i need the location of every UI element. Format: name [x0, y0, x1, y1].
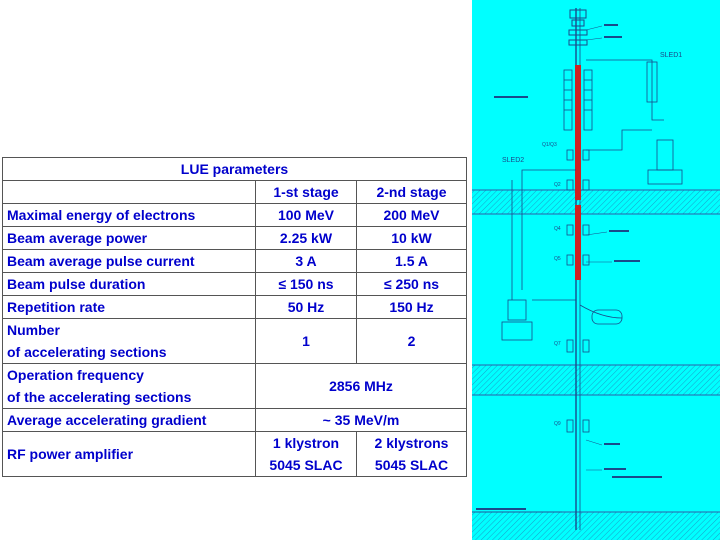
- table-row: [3, 273, 467, 296]
- stage-2-value: [357, 432, 467, 477]
- stage-2-value: 150 Hz: [357, 296, 467, 319]
- stage-1-value: 100 MeV: [256, 204, 357, 227]
- row-label-line: of accelerating sections: [7, 344, 167, 360]
- row-label: Maximal energy of electrons: [3, 204, 256, 227]
- stage-header-row: [3, 181, 467, 204]
- row-label-line: Operation frequency: [7, 367, 144, 383]
- stage-2-value: ≤ 250 ns: [357, 273, 467, 296]
- accelerator-schematic: [472, 0, 720, 540]
- value-line: 2 klystrons: [374, 435, 449, 451]
- q-label: Q9: [554, 421, 561, 427]
- shared-value: ~ 35 MeV/m: [256, 409, 467, 432]
- q-label: Q1/Q3: [542, 142, 557, 148]
- row-label: [3, 319, 256, 364]
- table-row: [3, 432, 467, 477]
- stage-1-value: [256, 432, 357, 477]
- q-label: Q4: [554, 226, 561, 232]
- stage-2-value: 10 kW: [357, 227, 467, 250]
- q-label: Q2: [554, 182, 561, 188]
- sled1-label: SLED1: [660, 52, 683, 59]
- stage-2-value: 2: [357, 319, 467, 364]
- table-row: [3, 227, 467, 250]
- q-label: Q5: [554, 256, 561, 262]
- table-row: [3, 296, 467, 319]
- table-row: [3, 364, 467, 409]
- stage-2-header: 2-nd stage: [357, 181, 467, 204]
- accelerating-section: [575, 65, 581, 200]
- floor-slab: [472, 365, 720, 395]
- accelerating-section: [575, 205, 581, 280]
- table-row: [3, 250, 467, 273]
- stage-1-value: 50 Hz: [256, 296, 357, 319]
- row-label: Repetition rate: [3, 296, 256, 319]
- schematic-drawing: [472, 0, 720, 540]
- value-line: 1 klystron: [272, 435, 340, 451]
- table-row: [3, 204, 467, 227]
- row-label: Beam pulse duration: [3, 273, 256, 296]
- row-label-line: Number: [7, 322, 60, 338]
- stage-1-value: ≤ 150 ns: [256, 273, 357, 296]
- sled2-label: SLED2: [502, 157, 525, 164]
- row-label: Beam average pulse current: [3, 250, 256, 273]
- row-label-line: of the accelerating sections: [7, 389, 192, 405]
- table-title-row: [3, 158, 467, 181]
- stage-2-value: 1.5 A: [357, 250, 467, 273]
- q-label: Q7: [554, 341, 561, 347]
- lue-parameters-table: [2, 157, 467, 477]
- value-line: 5045 SLAC: [269, 457, 343, 473]
- stage-1-value: 3 A: [256, 250, 357, 273]
- stage-1-header: 1-st stage: [256, 181, 357, 204]
- stage-2-value: 200 MeV: [357, 204, 467, 227]
- row-label: RF power amplifier: [3, 432, 256, 477]
- value-line: 5045 SLAC: [374, 457, 449, 473]
- empty-header-cell: [3, 181, 256, 204]
- floor-slab: [472, 512, 720, 540]
- stage-1-value: 1: [256, 319, 357, 364]
- table-row: [3, 409, 467, 432]
- row-label: Beam average power: [3, 227, 256, 250]
- row-label: [3, 364, 256, 409]
- table-title: LUE parameters: [3, 158, 467, 181]
- stage-1-value: 2.25 kW: [256, 227, 357, 250]
- floor-slab: [472, 190, 720, 214]
- row-label: Average accelerating gradient: [3, 409, 256, 432]
- table-row: [3, 319, 467, 364]
- shared-value: 2856 MHz: [256, 364, 467, 409]
